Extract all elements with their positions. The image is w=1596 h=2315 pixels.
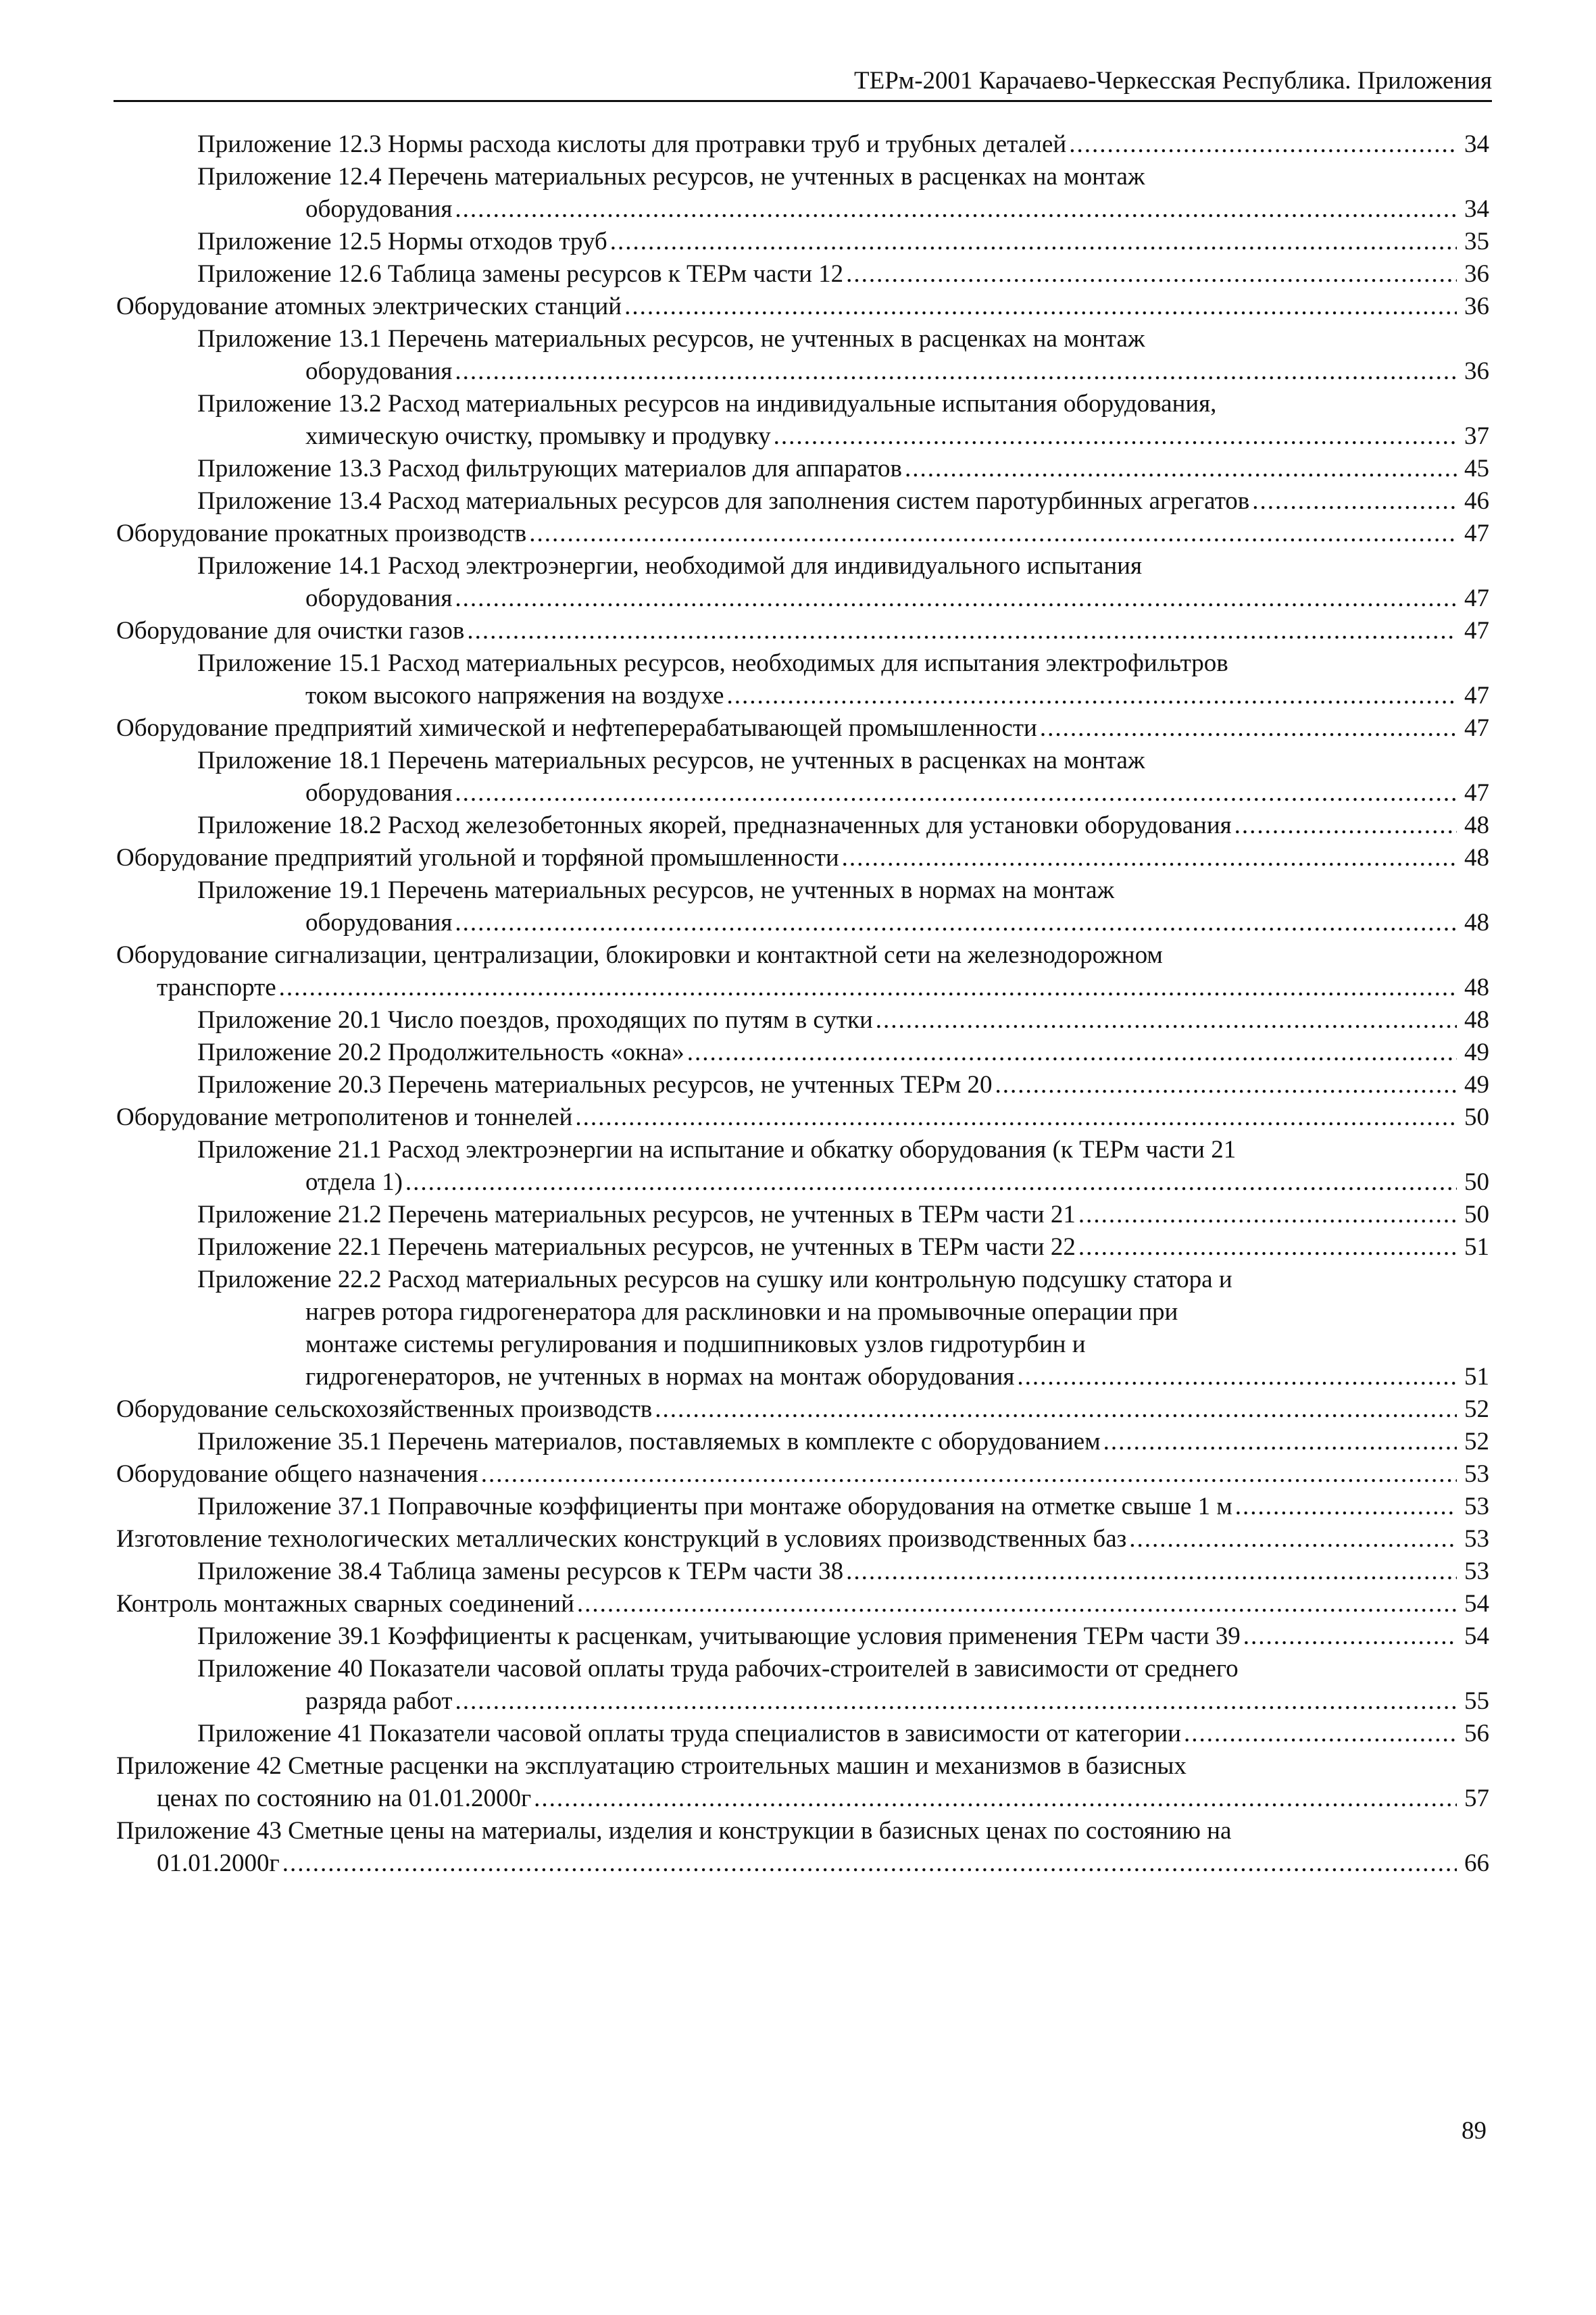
dot-leader [995, 1069, 1457, 1101]
toc-entry-text-line: Приложение 12.5 Нормы отходов труб [197, 228, 607, 255]
toc-entry-text-line: Оборудование сигнализации, централизации, блокировки и контактной сети на железнодорожном [116, 941, 1163, 969]
toc-entry[interactable] [116, 1199, 1489, 1231]
toc-page-number: 50 [1464, 1103, 1489, 1131]
toc-page-number: 48 [1464, 844, 1489, 872]
dot-leader [1129, 1523, 1457, 1555]
toc-entry[interactable] [116, 712, 1489, 745]
dot-leader [1103, 1426, 1457, 1458]
dot-leader [846, 1555, 1457, 1588]
toc-page-number: 52 [1464, 1428, 1489, 1455]
toc-entry[interactable] [116, 1523, 1489, 1555]
toc-entry-text-line: Приложение 21.1 Расход электроэнергии на испытание и обкатку оборудования (к ТЕРм части 21 [197, 1136, 1237, 1164]
toc-page-number: 54 [1464, 1590, 1489, 1618]
toc-page-number: 47 [1464, 779, 1489, 807]
toc-entry[interactable] [116, 1101, 1489, 1134]
dot-leader [842, 842, 1457, 874]
dot-leader [534, 1783, 1457, 1815]
toc-entry-text-line: Оборудование метрополитенов и тоннелей [116, 1103, 573, 1131]
toc-page-number: 47 [1464, 714, 1489, 742]
dot-leader [455, 1685, 1457, 1718]
toc-entry[interactable] [116, 388, 1489, 453]
toc-entry[interactable] [116, 1037, 1489, 1069]
toc-entry[interactable] [116, 518, 1489, 550]
dot-leader [1040, 712, 1457, 745]
dot-leader [1078, 1231, 1457, 1264]
toc-entry-text-line: ценах по состоянию на 01.01.2000г [157, 1785, 532, 1812]
toc-entry-text-line: Приложение 13.3 Расход фильтрующих материалов для аппаратов [197, 455, 902, 482]
toc-entry[interactable] [116, 1264, 1489, 1393]
toc-entry-text-line: Приложение 14.1 Расход электроэнергии, необходимой для индивидуального испытания [197, 552, 1142, 580]
toc-entry-text-line: Приложение 20.3 Перечень материальных ресурсов, не учтенных ТЕРм 20 [197, 1071, 993, 1099]
toc-entry-text-line: Оборудование атомных электрических станций [116, 293, 622, 320]
dot-leader [455, 777, 1457, 810]
dot-leader [1069, 128, 1457, 161]
toc-page-number: 34 [1464, 130, 1489, 158]
dot-leader [726, 680, 1457, 712]
toc-entry-text-line: Оборудование для очистки газов [116, 617, 465, 645]
dot-leader [1184, 1718, 1457, 1750]
toc-entry-text-line: оборудования [305, 195, 453, 223]
toc-page-number: 37 [1464, 422, 1489, 450]
toc-page-number: 53 [1464, 1460, 1489, 1488]
dot-leader [455, 355, 1457, 388]
toc-entry-text-line: Приложение 12.4 Перечень материальных ресурсов, не учтенных в расценках на монтаж [197, 163, 1145, 191]
dot-leader [282, 1847, 1457, 1880]
toc-entry-text-line: Приложение 18.2 Расход железобетонных якорей, предназначенных для установки оборудования [197, 812, 1232, 839]
toc-page-number: 50 [1464, 1201, 1489, 1228]
dot-leader [1252, 485, 1457, 518]
dot-leader [624, 291, 1457, 323]
toc-entry[interactable] [116, 810, 1489, 842]
toc-entry-text-line: Приложение 22.1 Перечень материальных ресурсов, не учтенных в ТЕРм части 22 [197, 1233, 1076, 1261]
toc-entry[interactable] [116, 842, 1489, 874]
toc-entry-text-line: Оборудование общего назначения [116, 1460, 478, 1488]
toc-entry-text-line: Оборудование сельскохозяйственных производств [116, 1395, 653, 1423]
toc-entry-text-line: Приложение 12.3 Нормы расхода кислоты для протравки труб и трубных деталей [197, 130, 1067, 158]
toc-entry[interactable] [116, 1004, 1489, 1037]
toc-page-number: 55 [1464, 1687, 1489, 1715]
dot-leader [687, 1037, 1457, 1069]
toc-page-number: 51 [1464, 1363, 1489, 1391]
dot-leader [610, 226, 1457, 258]
toc-page-number: 66 [1464, 1849, 1489, 1877]
toc-page-number: 35 [1464, 228, 1489, 255]
toc-page-number: 57 [1464, 1785, 1489, 1812]
toc-entry[interactable] [116, 1588, 1489, 1620]
dot-leader [455, 193, 1457, 226]
toc-page-number: 49 [1464, 1039, 1489, 1066]
toc-page-number: 52 [1464, 1395, 1489, 1423]
toc-entry[interactable] [116, 939, 1489, 1004]
toc-entry-text-line: Приложение 18.1 Перечень материальных ресурсов, не учтенных в расценках на монтаж [197, 747, 1145, 774]
toc-entry-text-line: нагрев ротора гидрогенератора для расклиновки и на промывочные операции при [305, 1298, 1178, 1326]
toc-entry-text-line: Приложение 41 Показатели часовой оплаты труда специалистов в зависимости от категории [197, 1720, 1181, 1747]
toc-page-number: 53 [1464, 1493, 1489, 1520]
toc-entry-text-line: оборудования [305, 909, 453, 937]
dot-leader [1235, 1491, 1457, 1523]
toc-page-number: 53 [1464, 1558, 1489, 1585]
toc-entry[interactable] [116, 453, 1489, 485]
toc-entry-text-line: монтаже системы регулирования и подшипниковых узлов гидротурбин и [305, 1330, 1086, 1358]
toc-entry-text-line: оборудования [305, 779, 453, 807]
toc-page-number: 46 [1464, 487, 1489, 515]
toc-entry[interactable] [116, 161, 1489, 226]
toc-page-number: 47 [1464, 617, 1489, 645]
toc-entry-text-line: Приложение 13.1 Перечень материальных ресурсов, не учтенных в расценках на монтаж [197, 325, 1145, 353]
toc-entry-text-line: Приложение 42 Сметные расценки на эксплуатацию строительных машин и механизмов в базисных [116, 1752, 1187, 1780]
toc-entry[interactable] [116, 1134, 1489, 1199]
toc-entry[interactable] [116, 745, 1489, 810]
toc-entry-text-line: Приложение 20.2 Продолжительность «окна» [197, 1039, 684, 1066]
toc-entry-text-line: Контроль монтажных сварных соединений [116, 1590, 574, 1618]
toc-entry[interactable] [116, 1718, 1489, 1750]
toc-entry-text-line: Оборудование предприятий угольной и торфяной промышленности [116, 844, 839, 872]
toc-entry-text-line: Приложение 19.1 Перечень материальных ресурсов, не учтенных в нормах на монтаж [197, 876, 1115, 904]
dot-leader [876, 1004, 1457, 1037]
dot-leader [455, 907, 1457, 939]
toc-entry-text-line: Оборудование предприятий химической и нефтеперерабатывающей промышленности [116, 714, 1037, 742]
toc-entry-text-line: Приложение 12.6 Таблица замены ресурсов к ТЕРм части 12 [197, 260, 844, 288]
toc-entry-text-line: разряда работ [305, 1687, 453, 1715]
toc-entry[interactable] [116, 1458, 1489, 1491]
running-header: ТЕРм-2001 Карачаево-Черкесская Республика. Приложения [114, 65, 1492, 102]
toc-entry[interactable] [116, 1069, 1489, 1101]
toc-entry-text-line: гидрогенераторов, не учтенных в нормах на монтаж оборудования [305, 1363, 1015, 1391]
toc-entry[interactable] [116, 1491, 1489, 1523]
dot-leader [1017, 1361, 1457, 1393]
toc-entry[interactable] [116, 258, 1489, 291]
dot-leader [1078, 1199, 1457, 1231]
toc-entry[interactable] [116, 485, 1489, 518]
toc-entry-text-line: Приложение 21.2 Перечень материальных ресурсов, не учтенных в ТЕРм части 21 [197, 1201, 1076, 1228]
toc-entry[interactable] [116, 1815, 1489, 1880]
toc-page-number: 36 [1464, 293, 1489, 320]
toc-entry[interactable] [116, 1750, 1489, 1815]
toc-entry-text-line: Приложение 43 Сметные цены на материалы, изделия и конструкции в базисных ценах по состоянию на [116, 1817, 1232, 1845]
toc-page-number: 47 [1464, 682, 1489, 710]
toc-page-number: 50 [1464, 1168, 1489, 1196]
toc-entry[interactable] [116, 1555, 1489, 1588]
toc-entry-text-line: Изготовление технологических металлических конструкций в условиях производственных баз [116, 1525, 1127, 1553]
dot-leader [774, 420, 1457, 453]
toc-entry-text-line: Оборудование прокатных производств [116, 520, 527, 547]
toc-page-number: 47 [1464, 520, 1489, 547]
toc-entry-text-line: током высокого напряжения на воздухе [305, 682, 724, 710]
toc-entry-text-line: Приложение 38.4 Таблица замены ресурсов к ТЕРм части 38 [197, 1558, 844, 1585]
toc-entry[interactable] [116, 1620, 1489, 1653]
dot-leader [405, 1166, 1457, 1199]
toc-entry-text-line: Приложение 20.1 Число поездов, проходящих по путям в сутки [197, 1006, 873, 1034]
toc-entry-text-line: Приложение 13.4 Расход материальных ресурсов для заполнения систем паротурбинных агрегатов [197, 487, 1250, 515]
toc-entry-text-line: оборудования [305, 584, 453, 612]
dot-leader [455, 582, 1457, 615]
toc-entry[interactable] [116, 291, 1489, 323]
toc-page-number: 54 [1464, 1622, 1489, 1650]
dot-leader [279, 972, 1457, 1004]
toc-entry-text-line: Приложение 39.1 Коэффициенты к расценкам, учитывающие условия применения ТЕРм части 39 [197, 1622, 1241, 1650]
dot-leader [1243, 1620, 1457, 1653]
dot-leader [905, 453, 1457, 485]
toc-page-number: 36 [1464, 357, 1489, 385]
table-of-contents [116, 128, 1489, 1880]
toc-page-number: 45 [1464, 455, 1489, 482]
toc-entry-text-line: Приложение 22.2 Расход материальных ресурсов на сушку или контрольную подсушку статора и [197, 1266, 1232, 1293]
toc-page-number: 53 [1464, 1525, 1489, 1553]
dot-leader [481, 1458, 1457, 1491]
toc-entry-text-line: Приложение 15.1 Расход материальных ресурсов, необходимых для испытания электрофильтров [197, 649, 1228, 677]
toc-entry[interactable] [116, 1231, 1489, 1264]
toc-entry[interactable] [116, 1653, 1489, 1718]
toc-entry-text-line: 01.01.2000г [157, 1849, 280, 1877]
toc-page-number: 49 [1464, 1071, 1489, 1099]
toc-entry[interactable] [116, 550, 1489, 615]
dot-leader [467, 615, 1457, 647]
dot-leader [529, 518, 1457, 550]
toc-entry[interactable] [116, 323, 1489, 388]
toc-entry-text-line: транспорте [157, 974, 276, 1001]
toc-page-number: 56 [1464, 1720, 1489, 1747]
toc-entry[interactable] [116, 1393, 1489, 1426]
toc-entry-text-line: отдела 1) [305, 1168, 403, 1196]
toc-entry-text-line: Приложение 37.1 Поправочные коэффициенты при монтаже оборудования на отметке свыше 1 м [197, 1493, 1232, 1520]
toc-page-number: 34 [1464, 195, 1489, 223]
toc-page-number: 51 [1464, 1233, 1489, 1261]
dot-leader [846, 258, 1457, 291]
toc-page-number: 48 [1464, 1006, 1489, 1034]
toc-entry-text-line: Приложение 35.1 Перечень материалов, поставляемых в комплекте с оборудованием [197, 1428, 1101, 1455]
toc-entry[interactable] [116, 874, 1489, 939]
toc-page-number: 48 [1464, 909, 1489, 937]
toc-page-number: 36 [1464, 260, 1489, 288]
dot-leader [655, 1393, 1457, 1426]
toc-entry-text-line: Приложение 13.2 Расход материальных ресурсов на индивидуальные испытания оборудования, [197, 390, 1217, 418]
toc-entry[interactable] [116, 1426, 1489, 1458]
toc-page-number: 47 [1464, 584, 1489, 612]
toc-entry-text-line: химическую очистку, промывку и продувку [305, 422, 771, 450]
toc-entry[interactable] [116, 615, 1489, 647]
toc-entry-text-line: оборудования [305, 357, 453, 385]
toc-entry[interactable] [116, 226, 1489, 258]
toc-entry[interactable] [116, 128, 1489, 161]
toc-entry-text-line: Приложение 40 Показатели часовой оплаты труда рабочих-строителей в зависимости от среднего [197, 1655, 1239, 1683]
toc-entry[interactable] [116, 647, 1489, 712]
dot-leader [1235, 810, 1457, 842]
dot-leader [575, 1101, 1457, 1134]
toc-page-number: 48 [1464, 974, 1489, 1001]
page-number: 89 [1462, 2117, 1487, 2145]
toc-page-number: 48 [1464, 812, 1489, 839]
dot-leader [577, 1588, 1457, 1620]
